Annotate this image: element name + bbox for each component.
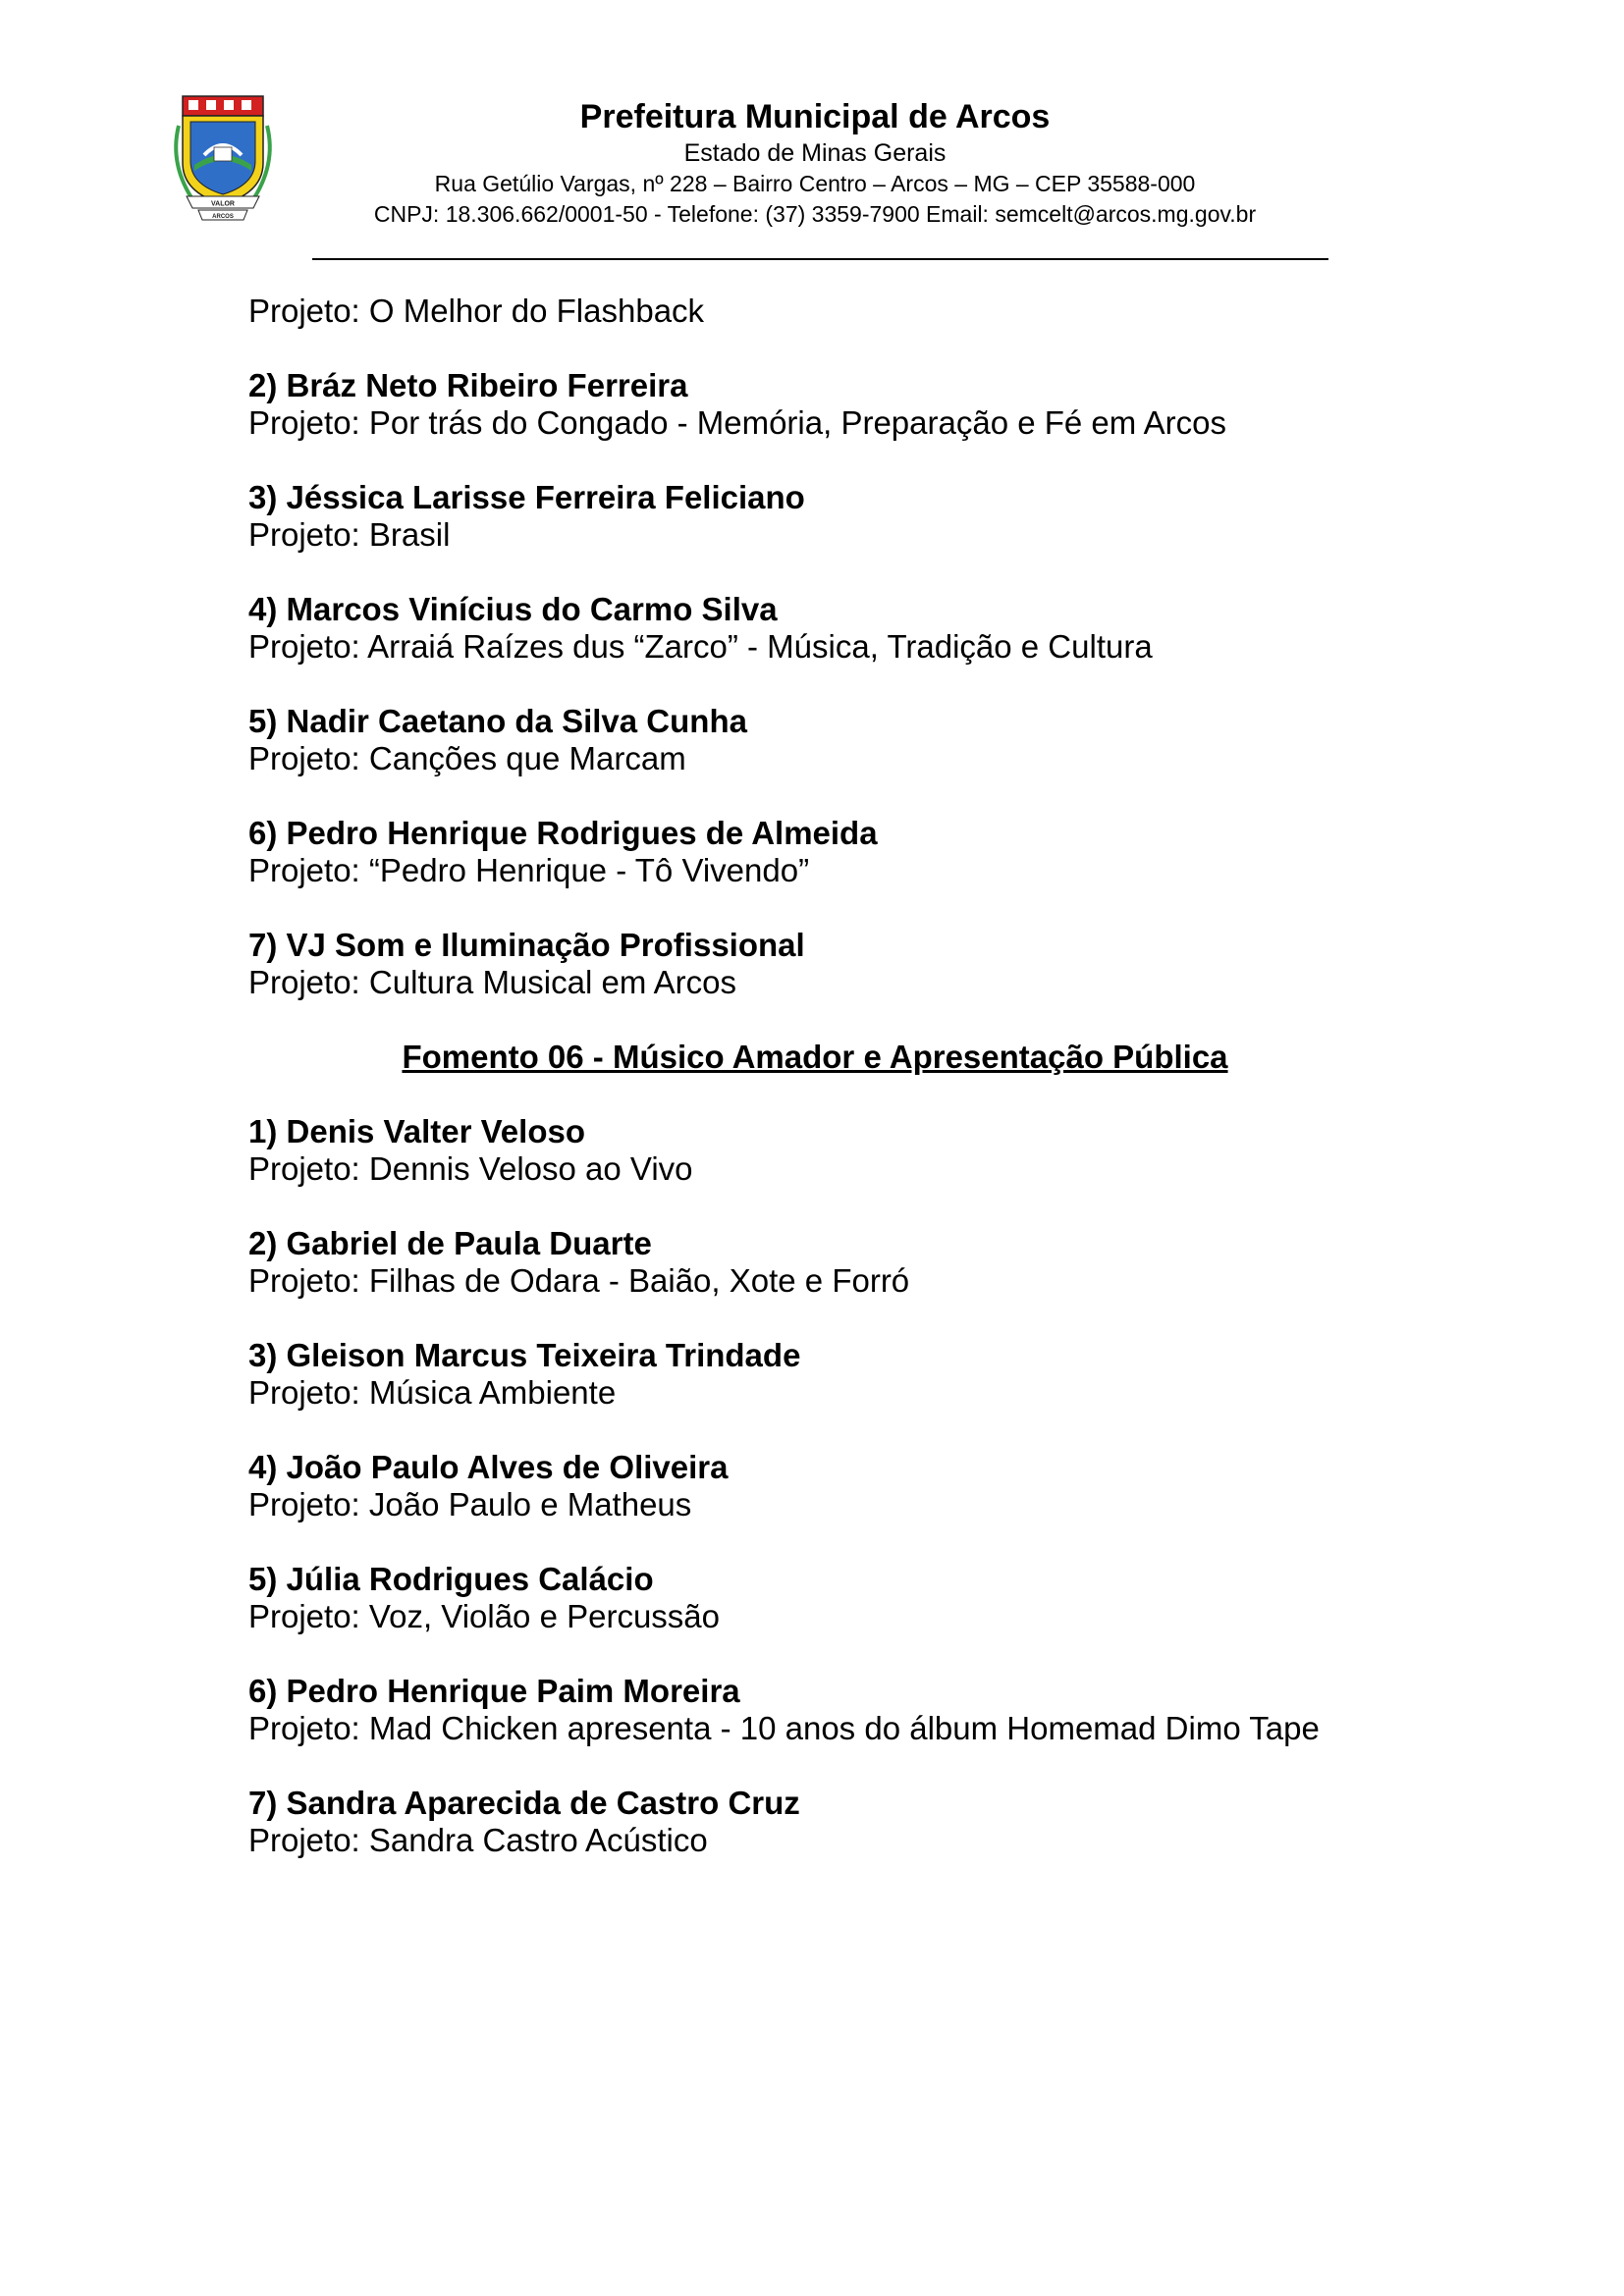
project-line: Projeto: Filhas de Odara - Baião, Xote e Forró (248, 1262, 910, 1299)
list-item (248, 367, 1378, 442)
list-item (248, 1449, 1378, 1523)
list-item (248, 1673, 1378, 1747)
list-item (248, 1785, 1378, 1859)
participant-name: 2) Gabriel de Paula Duarte (248, 1225, 652, 1261)
list-item (248, 1337, 1378, 1412)
participant-name: 1) Denis Valter Veloso (248, 1113, 585, 1149)
list-item (248, 815, 1378, 889)
participant-name: 6) Pedro Henrique Rodrigues de Almeida (248, 815, 878, 851)
municipal-crest-icon (165, 86, 281, 224)
participant-name: 6) Pedro Henrique Paim Moreira (248, 1673, 740, 1709)
participant-name: 3) Gleison Marcus Teixeira Trindade (248, 1337, 801, 1373)
header-divider (312, 258, 1328, 260)
project-line: Projeto: Brasil (248, 516, 451, 553)
list-item (248, 927, 1378, 1001)
letterhead (0, 0, 1624, 275)
project-line: Projeto: Canções que Marcam (248, 740, 686, 776)
address-line: Rua Getúlio Vargas, nº 228 – Bairro Centro – Arcos – MG – CEP 35588-000 (434, 171, 1196, 196)
svg-text:ARCOS: ARCOS (212, 214, 234, 220)
participant-name: 7) Sandra Aparecida de Castro Cruz (248, 1785, 800, 1821)
list-item (248, 479, 1378, 554)
project-line: Projeto: Mad Chicken apresenta - 10 anos do álbum Homemad Dimo Tape (248, 1710, 1320, 1746)
list-item (248, 1113, 1378, 1188)
participant-name: 4) Marcos Vinícius do Carmo Silva (248, 591, 778, 627)
letterhead-text (295, 96, 1335, 230)
participant-name: 7) VJ Som e Iluminação Profissional (248, 927, 805, 963)
project-line: Projeto: Sandra Castro Acústico (248, 1822, 708, 1858)
participant-name: 4) João Paulo Alves de Oliveira (248, 1449, 729, 1485)
organization-name: Prefeitura Municipal de Arcos (579, 98, 1051, 135)
project-line: Projeto: Dennis Veloso ao Vivo (248, 1150, 693, 1187)
state-name: Estado de Minas Gerais (683, 139, 947, 167)
project-line: Projeto: Por trás do Congado - Memória, Preparação e Fé em Arcos (248, 404, 1226, 441)
section-title: Fomento 06 - Músico Amador e Apresentação Pública (402, 1039, 1228, 1075)
participant-name: 5) Nadir Caetano da Silva Cunha (248, 703, 747, 739)
list-item (248, 591, 1378, 666)
list-item (248, 703, 1378, 777)
project-line: Projeto: “Pedro Henrique - Tô Vivendo” (248, 852, 810, 888)
project-line: Projeto: João Paulo e Matheus (248, 1486, 692, 1522)
list-item (248, 1225, 1378, 1300)
participant-name: 5) Júlia Rodrigues Calácio (248, 1561, 654, 1597)
participant-name: 2) Bráz Neto Ribeiro Ferreira (248, 367, 688, 403)
project-line: Projeto: Arraiá Raízes dus “Zarco” - Música, Tradição e Cultura (248, 628, 1153, 665)
contact-line: CNPJ: 18.306.662/0001-50 - Telefone: (37) 3359-7900 Email: semcelt@arcos.mg.gov.br (373, 201, 1257, 227)
project-line: Projeto: Cultura Musical em Arcos (248, 964, 737, 1000)
project-line: Projeto: Voz, Violão e Percussão (248, 1598, 721, 1634)
project-line: Projeto: Música Ambiente (248, 1374, 617, 1411)
list-item (248, 1561, 1378, 1635)
svg-text:VALOR: VALOR (211, 200, 235, 208)
project-line: Projeto: O Melhor do Flashback (248, 293, 705, 329)
participant-name: 3) Jéssica Larisse Ferreira Feliciano (248, 479, 805, 515)
document-body (248, 293, 1378, 1859)
